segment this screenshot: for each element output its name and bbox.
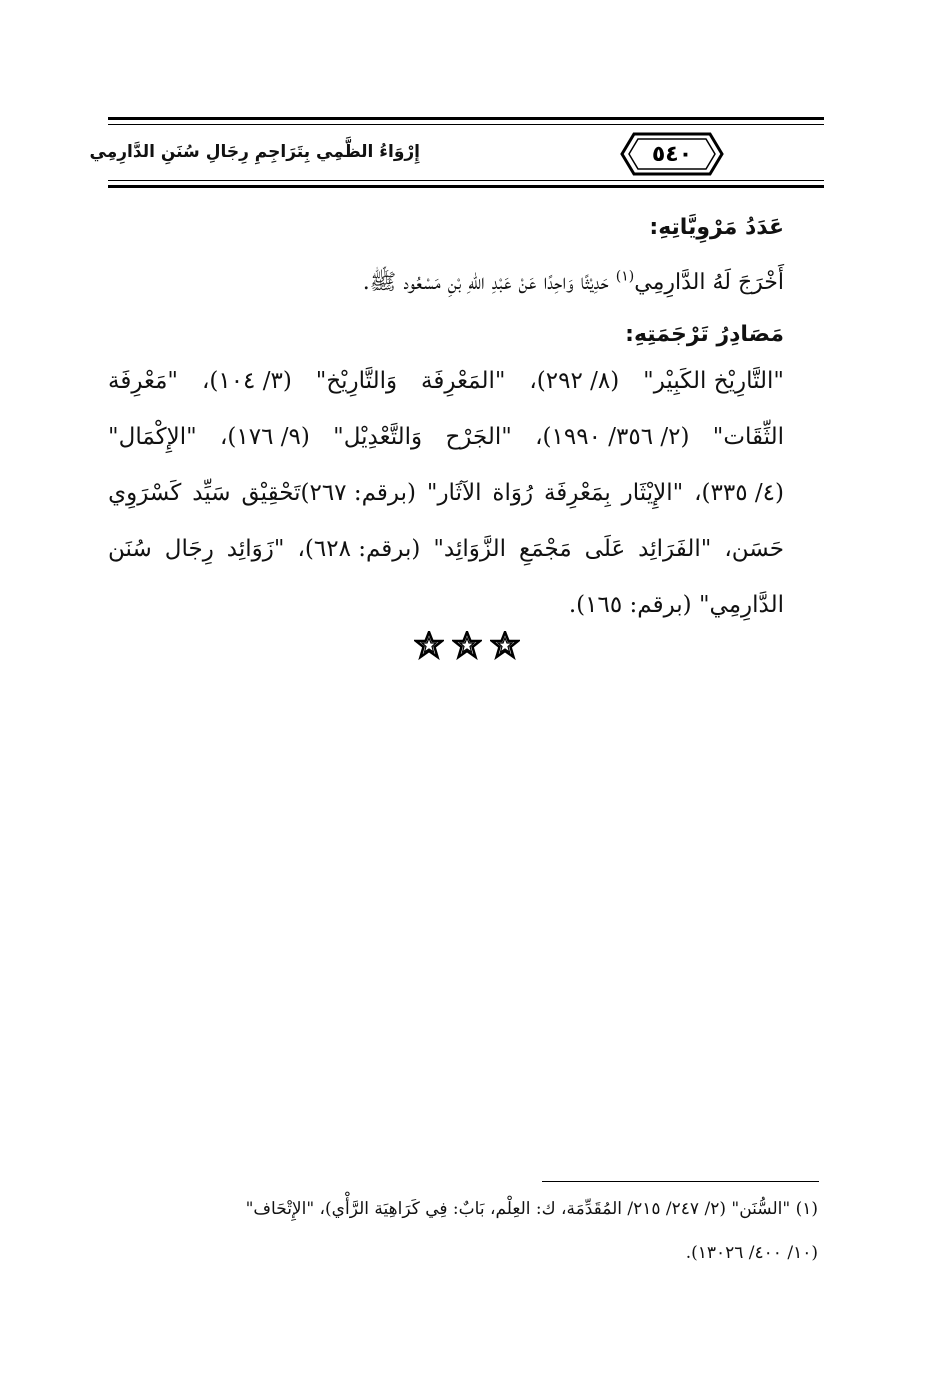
header-rule-top-thin [108, 124, 824, 125]
footnote-1-line-2: (١٠/ ٤٠٠/ ١٣٠٢٦). [685, 1243, 818, 1263]
source-word: رُوَاة [492, 480, 534, 506]
heading-count-of-narrations: عَدَدُ مَرْوِيَّاتِهِ: [649, 215, 784, 240]
source-word: سُنَن [108, 536, 152, 562]
running-title: إِرْوَاءُ الظَّمِي بِتَرَاجِمِ رِجَالِ سُنَنِ الدَّارِمِي [89, 142, 420, 162]
sources-line-1 [108, 368, 784, 394]
header-rule-bottom [108, 185, 824, 188]
narration-count-text [108, 268, 784, 300]
source-word: وَالتَّارِيْخ" [315, 368, 398, 394]
header-rule-bottom-thin [108, 180, 824, 181]
header-rule-top [108, 117, 824, 120]
source-word: مَجْمَعِ [518, 536, 572, 562]
source-word: (٩/ ١٧٦)، [219, 424, 310, 450]
source-word: "الإِكْمَال" [108, 424, 197, 450]
source-word: سَيِّد [192, 480, 231, 506]
source-word: "المَعْرِفَة [421, 368, 506, 394]
footnote-reference[interactable]: (١) [615, 268, 635, 285]
narration-text-part-2: حَدِيْثًا وَاحِدًا عَنْ عَبْدِ اللهِ بْنِ مَسْعُود ﷺ. [362, 270, 609, 295]
source-word: رِجَال [164, 536, 214, 562]
source-word: "مَعْرِفَة [108, 368, 179, 394]
source-word: "الإِيْثَار [621, 480, 684, 506]
source-word: الزَّوَائِد" [433, 536, 506, 562]
source-word: (٣/ ١٠٤)، [201, 368, 292, 394]
footnote-1-line-1: (١) "السُّنَن" (٢/ ٢٤٧/ ٢١٥/ المُقَدِّمَة، ك: العِلْم، بَابٌ: فِي كَرَاهِيَة الرَّأْي)، "الإِتْحَاف" [245, 1199, 818, 1219]
star-ornament-icon [490, 631, 520, 661]
source-word: (برقم: ٢٦٧)تَحْقِيْق [241, 480, 416, 506]
source-word: كَسْرَوِي [108, 480, 182, 506]
source-word: وَالتَّعْدِيْل" [333, 424, 423, 450]
star-ornament-icon [452, 631, 482, 661]
source-word: "الجَرْح [445, 424, 512, 450]
narration-text-part-1: أَخْرَجَ لَهُ الدَّارِمِي [634, 270, 784, 295]
footnote-separator-rule [542, 1181, 819, 1182]
heading-biography-sources: مَصَادِرُ تَرْجَمَتِهِ: [625, 322, 784, 347]
sources-line-2 [108, 424, 784, 450]
sources-line-5: الدَّارِمِي" (برقم: ١٦٥). [568, 592, 784, 618]
source-word: "التَّارِيْخ الكَبِيْر" [643, 368, 784, 394]
source-word: بِمَعْرِفَة [543, 480, 611, 506]
section-separator [414, 628, 520, 664]
source-word: (برقم: ٦٢٨)، [297, 536, 421, 562]
star-ornament-icon [414, 631, 444, 661]
source-word: الثِّقَات" [712, 424, 784, 450]
sources-line-3 [108, 480, 784, 506]
source-word: (٤/ ٣٣٥)، [694, 480, 784, 506]
source-word: الآثَار" [426, 480, 482, 506]
page-number-ornament [620, 132, 724, 176]
sources-line-4 [108, 536, 784, 562]
source-word: (٢/ ٣٥٦/ ١٩٩٠)، [535, 424, 690, 450]
source-word: "الفَرَائِد [638, 536, 712, 562]
source-word: عَلَى [584, 536, 626, 562]
page-number: ٥٤٠ [651, 141, 693, 167]
source-word: (٨/ ٢٩٢)، [529, 368, 620, 394]
source-word: حَسَن، [724, 536, 784, 562]
source-word: "زَوَائِد [226, 536, 285, 562]
